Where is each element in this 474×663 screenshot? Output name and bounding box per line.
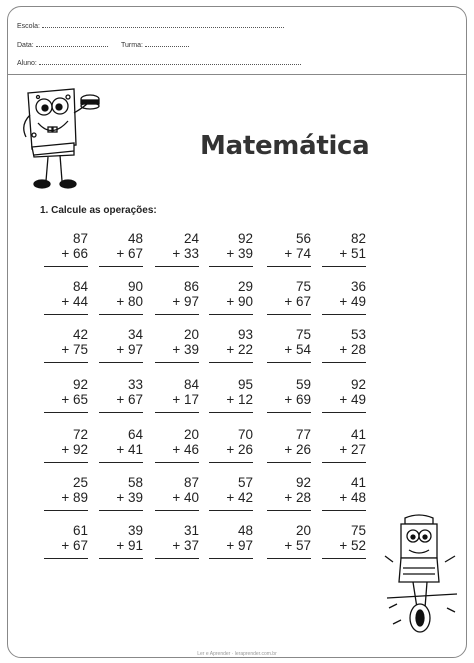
footer-credit: Ler e Aprender · leraprender.com.br [197,651,277,657]
addend-top: 75 [350,523,366,538]
addend-bottom: + 67 [116,246,143,261]
addition-problem [209,427,253,463]
answer-line[interactable] [267,462,311,463]
addend-bottom: + 66 [61,246,88,261]
addend-top: 84 [183,377,199,392]
answer-line[interactable] [155,266,199,267]
addend-bottom: + 75 [61,342,88,357]
addend-top: 39 [127,523,143,538]
addend-bottom: + 48 [339,490,366,505]
answer-line[interactable] [44,362,88,363]
answer-line[interactable] [99,314,143,315]
answer-line[interactable] [44,510,88,511]
addend-bottom: + 54 [284,342,311,357]
addend-top: 87 [72,231,88,246]
addition-problem [267,475,311,511]
addend-bottom: + 41 [116,442,143,457]
answer-line[interactable] [322,412,366,413]
addition-problem [155,377,199,413]
addition-problem [44,279,88,315]
addition-problem [44,475,88,511]
answer-line[interactable] [99,510,143,511]
class-blank [145,40,189,47]
addend-top: 42 [72,327,88,342]
addend-bottom: + 42 [226,490,253,505]
addend-bottom: + 33 [172,246,199,261]
addition-problem [44,377,88,413]
answer-line[interactable] [209,462,253,463]
student-field [17,58,301,67]
addend-top: 92 [295,475,311,490]
addition-problem [155,231,199,267]
addend-bottom: + 49 [339,294,366,309]
addition-problem [155,327,199,363]
addend-bottom: + 37 [172,538,199,553]
addition-problem [99,327,143,363]
answer-line[interactable] [155,510,199,511]
addend-top: 75 [295,279,311,294]
addend-bottom: + 80 [116,294,143,309]
answer-line[interactable] [209,510,253,511]
date-blank [36,40,108,47]
addition-problem [44,231,88,267]
addend-top: 59 [295,377,311,392]
addend-top: 72 [72,427,88,442]
addend-bottom: + 28 [339,342,366,357]
addend-bottom: + 57 [284,538,311,553]
answer-line[interactable] [44,412,88,413]
addend-bottom: + 22 [226,342,253,357]
addition-problem [322,231,366,267]
addition-problem [322,327,366,363]
answer-line[interactable] [322,558,366,559]
addend-bottom: + 17 [172,392,199,407]
addition-problem [267,231,311,267]
answer-line[interactable] [267,266,311,267]
addend-top: 25 [72,475,88,490]
addend-top: 92 [72,377,88,392]
addend-top: 90 [127,279,143,294]
addition-problem [99,475,143,511]
addend-top: 57 [237,475,253,490]
addition-problem [44,523,88,559]
addend-top: 82 [350,231,366,246]
answer-line[interactable] [209,558,253,559]
addition-problem [99,523,143,559]
addend-top: 41 [350,427,366,442]
addend-top: 34 [127,327,143,342]
addition-problem [209,377,253,413]
addend-top: 75 [295,327,311,342]
class-field [121,40,189,49]
addend-bottom: + 49 [339,392,366,407]
addend-top: 87 [183,475,199,490]
addition-problem [44,427,88,463]
addition-problem [44,327,88,363]
addend-bottom: + 46 [172,442,199,457]
addend-top: 48 [237,523,253,538]
addend-top: 33 [127,377,143,392]
answer-line[interactable] [267,362,311,363]
addend-bottom: + 97 [226,538,253,553]
addend-top: 93 [237,327,253,342]
addend-bottom: + 65 [61,392,88,407]
addition-problem [99,279,143,315]
addition-problem [99,231,143,267]
addend-bottom: + 67 [284,294,311,309]
addend-top: 29 [237,279,253,294]
addend-top: 36 [350,279,366,294]
date-field [17,40,108,49]
addition-problem [267,427,311,463]
addend-top: 86 [183,279,199,294]
answer-line[interactable] [99,412,143,413]
addend-top: 20 [183,327,199,342]
answer-line[interactable] [209,314,253,315]
answer-line[interactable] [99,266,143,267]
addend-top: 77 [295,427,311,442]
answer-line[interactable] [209,412,253,413]
addend-bottom: + 39 [226,246,253,261]
cartoon-sponge-scooter-illustration [383,512,463,642]
answer-line[interactable] [322,510,366,511]
addition-problem [267,327,311,363]
addition-problem [267,279,311,315]
addend-top: 92 [237,231,253,246]
addition-problem [209,279,253,315]
addend-bottom: + 12 [226,392,253,407]
addend-top: 56 [295,231,311,246]
addend-bottom: + 51 [339,246,366,261]
addend-top: 31 [183,523,199,538]
date-label: Data: [17,42,34,49]
answer-line[interactable] [209,362,253,363]
addend-bottom: + 39 [172,342,199,357]
school-blank [42,21,284,28]
class-label: Turma: [121,42,143,49]
answer-line[interactable] [267,412,311,413]
addition-problem [155,523,199,559]
school-label: Escola: [17,23,40,30]
addition-problem [209,327,253,363]
answer-line[interactable] [322,362,366,363]
addend-top: 48 [127,231,143,246]
addition-problem [322,377,366,413]
addend-bottom: + 67 [61,538,88,553]
addend-bottom: + 92 [61,442,88,457]
addend-bottom: + 97 [116,342,143,357]
answer-line[interactable] [99,362,143,363]
answer-line[interactable] [267,314,311,315]
addition-problem [209,231,253,267]
addition-problem [322,279,366,315]
answer-line[interactable] [99,462,143,463]
addend-top: 84 [72,279,88,294]
addend-top: 24 [183,231,199,246]
addend-bottom: + 69 [284,392,311,407]
addend-bottom: + 39 [116,490,143,505]
answer-line[interactable] [322,266,366,267]
addition-problem [155,475,199,511]
addition-problem [155,279,199,315]
addition-problem [99,427,143,463]
addend-bottom: + 89 [61,490,88,505]
addend-bottom: + 52 [339,538,366,553]
addition-problem [322,475,366,511]
answer-line[interactable] [267,510,311,511]
addend-bottom: + 44 [61,294,88,309]
answer-line[interactable] [155,314,199,315]
addend-bottom: + 27 [339,442,366,457]
addend-top: 95 [237,377,253,392]
addition-problem [322,523,366,559]
addend-bottom: + 26 [226,442,253,457]
addend-bottom: + 67 [116,392,143,407]
addend-top: 61 [72,523,88,538]
answer-line[interactable] [267,558,311,559]
addition-problem [155,427,199,463]
addend-bottom: + 74 [284,246,311,261]
answer-line[interactable] [44,314,88,315]
student-blank [39,58,301,65]
answer-line[interactable] [44,266,88,267]
answer-line[interactable] [322,462,366,463]
addend-bottom: + 28 [284,490,311,505]
addition-problem [267,377,311,413]
addend-top: 41 [350,475,366,490]
answer-line[interactable] [155,412,199,413]
addend-top: 53 [350,327,366,342]
student-label: Aluno: [17,60,37,67]
addition-problem [209,475,253,511]
addend-top: 20 [183,427,199,442]
addend-top: 70 [237,427,253,442]
addition-problem [99,377,143,413]
answer-line[interactable] [209,266,253,267]
answer-line[interactable] [44,462,88,463]
answer-line[interactable] [155,362,199,363]
addend-bottom: + 40 [172,490,199,505]
addend-bottom: + 91 [116,538,143,553]
addend-bottom: + 90 [226,294,253,309]
addition-problem [322,427,366,463]
answer-line[interactable] [155,462,199,463]
addition-problem [267,523,311,559]
answer-line[interactable] [155,558,199,559]
addend-top: 58 [127,475,143,490]
answer-line[interactable] [99,558,143,559]
answer-line[interactable] [44,558,88,559]
page-title: Matemática [200,131,370,161]
school-field [17,21,284,30]
addend-top: 20 [295,523,311,538]
addend-bottom: + 97 [172,294,199,309]
instruction-text: 1. Calcule as operações: [40,205,157,216]
addend-top: 64 [127,427,143,442]
answer-line[interactable] [322,314,366,315]
addend-top: 92 [350,377,366,392]
addend-bottom: + 26 [284,442,311,457]
addition-problem [209,523,253,559]
cartoon-sponge-burger-illustration [18,85,103,200]
